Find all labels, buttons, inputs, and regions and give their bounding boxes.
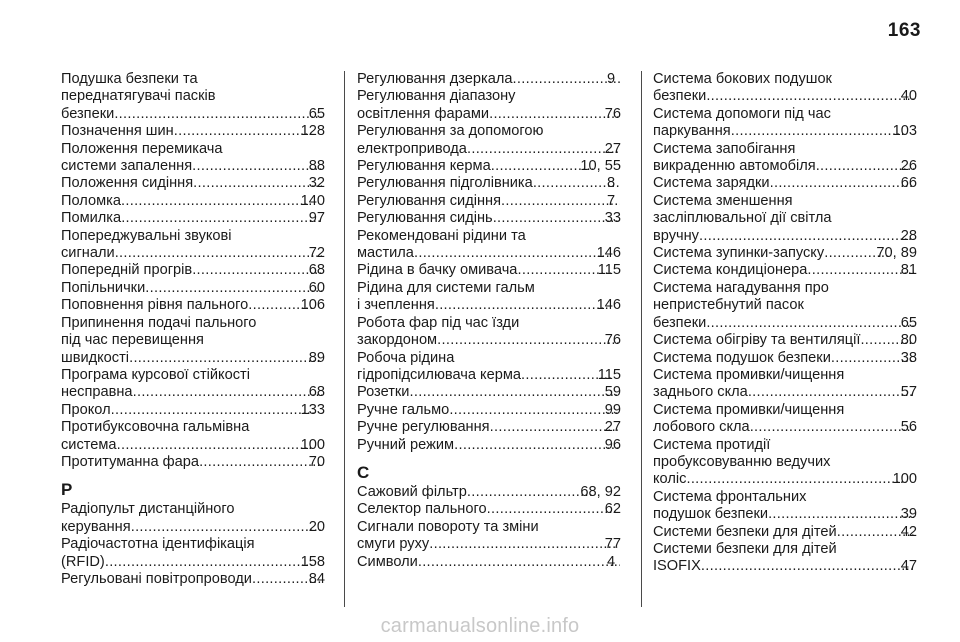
- dot-leader: [419, 554, 620, 571]
- index-entry-text: Система зменшення: [653, 192, 793, 209]
- page-reference: 62: [604, 501, 621, 518]
- index-entry-text: Положення перемикача: [61, 140, 223, 157]
- index-entry-text: Протибуксовочна гальмівна: [61, 419, 250, 436]
- index-entry-term: вручну: [653, 227, 699, 244]
- index-entry-term: лобового скла: [653, 419, 750, 436]
- index-entry: [61, 419, 325, 454]
- dot-leader: [132, 519, 322, 536]
- index-entry: [357, 402, 621, 419]
- dot-leader: [415, 245, 610, 262]
- index-entry-text: Регулювання за допомогою: [357, 123, 544, 140]
- index-entry-term: Регулювання сидінь: [357, 210, 493, 227]
- page-reference: 60: [308, 279, 325, 296]
- dot-leader: [751, 419, 914, 436]
- index-entry: [61, 228, 325, 263]
- page-reference: 27: [604, 419, 621, 436]
- index-entry-term: заднього скла: [653, 384, 748, 401]
- index-entry-term: Положення сидіння: [61, 175, 194, 192]
- page-reference: 70, 89: [876, 245, 917, 262]
- index-entry: [653, 367, 917, 402]
- index-entry-term: закордоном: [357, 332, 438, 349]
- index-entry: [653, 106, 917, 141]
- index-entry: [357, 484, 621, 501]
- index-entry: Регулювання сидіння ..... 7: [357, 193, 621, 210]
- page-reference: 66: [900, 175, 917, 192]
- index-entry: [653, 280, 917, 332]
- dot-leader: [492, 158, 594, 175]
- index-entry-text: Попереджувальні звукові: [61, 227, 232, 244]
- dot-leader: [112, 402, 314, 419]
- page-reference: 70: [308, 453, 325, 470]
- index-entry: [357, 519, 621, 554]
- dot-leader: [455, 437, 618, 454]
- index-entry-term: мастила: [357, 245, 414, 262]
- index-entry: [357, 419, 621, 436]
- page-reference: 81: [900, 262, 917, 279]
- index-entry: [653, 437, 917, 489]
- dot-leader: [491, 419, 618, 436]
- index-entry: [61, 454, 325, 471]
- index-entry: [357, 350, 621, 385]
- page-reference: 76: [604, 332, 621, 349]
- page-reference: 47: [900, 558, 917, 575]
- index-entry-term: Система подушок безпеки: [653, 349, 831, 366]
- index-entry-term: ISOFIX: [653, 558, 701, 575]
- dot-leader: [436, 297, 610, 314]
- index-entry-text: пробуксовуванню ведучих: [653, 453, 831, 470]
- index-entry-term: Селектор пального: [357, 501, 487, 518]
- index-entry-text: Сигнали повороту та зміни: [357, 518, 539, 535]
- index-entry: [61, 571, 325, 588]
- index-entry-text: Система промивки/чищення: [653, 366, 845, 383]
- index-entry-term: Ручне регулювання: [357, 419, 490, 436]
- index-entry-term: гідропідсилювача керма: [357, 366, 521, 383]
- index-entry: [61, 280, 325, 297]
- page-reference: 80: [900, 332, 917, 349]
- index-entry-term: Поповнення рівня пального: [61, 297, 249, 314]
- index-entry-term: безпеки: [653, 314, 707, 331]
- page-reference: 72: [308, 245, 325, 262]
- index-entry: [61, 367, 325, 402]
- dot-leader: [118, 437, 314, 454]
- page-reference: 100: [892, 471, 917, 488]
- index-entry: [653, 489, 917, 524]
- index-entry-term: освітлення фарами: [357, 105, 490, 122]
- dot-leader: [707, 315, 914, 332]
- index-entry-term: Ручне гальмо: [357, 401, 450, 418]
- page-reference: 40: [900, 88, 917, 105]
- page-reference: 128: [300, 123, 325, 140]
- page-reference: 146: [596, 245, 621, 262]
- index-entry: [357, 315, 621, 350]
- page-reference: 77: [604, 536, 621, 553]
- index-entry: [61, 71, 325, 123]
- dot-leader: [488, 501, 618, 518]
- dot-leader: [130, 350, 322, 367]
- index-entry: Регулювання дзеркала ..... 9: [357, 71, 621, 88]
- column-divider: [344, 71, 345, 607]
- page-reference: 96: [604, 436, 621, 453]
- index-entry: [61, 501, 325, 536]
- watermark: carmanualsonline.info: [380, 615, 580, 637]
- dot-leader: [732, 123, 906, 140]
- dot-leader: [490, 106, 618, 123]
- dot-leader: [771, 175, 914, 192]
- dot-leader: [502, 193, 620, 210]
- dot-leader: [817, 158, 914, 175]
- dot-leader: [808, 262, 913, 279]
- index-entry-term: Прокол: [61, 401, 111, 418]
- index-entry-term: Розетки: [357, 384, 410, 401]
- index-entry-term: безпеки: [653, 88, 707, 105]
- dot-leader: [707, 88, 914, 105]
- dot-leader: [494, 210, 618, 227]
- index-entry-text: Радіопульт дистанційного: [61, 501, 235, 518]
- page-reference: 28: [900, 227, 917, 244]
- index-entry: [357, 210, 621, 227]
- page-reference: 32: [308, 175, 325, 192]
- index-entry-text: Робота фар під час їзди: [357, 314, 520, 331]
- index-entry-term: Протитуманна фара: [61, 453, 200, 470]
- page-reference: 158: [300, 553, 325, 570]
- page-reference: 106: [300, 297, 325, 314]
- index-entry: [357, 262, 621, 279]
- index-entry: [61, 141, 325, 176]
- page-reference: 76: [604, 105, 621, 122]
- page-number: 163: [887, 20, 921, 41]
- index-entry: [357, 158, 621, 175]
- dot-leader: [193, 262, 322, 279]
- index-entry-text: Припинення подачі пального: [61, 314, 257, 331]
- index-entry: [653, 141, 917, 176]
- page-reference: 59: [604, 384, 621, 401]
- page-reference: 68, 92: [580, 483, 621, 500]
- dot-leader: [769, 506, 914, 523]
- index-entry: [653, 402, 917, 437]
- index-entry-term: Система зарядки: [653, 175, 770, 192]
- index-entry-term: Система зупинки-запуску: [653, 245, 825, 262]
- page-reference: 39: [900, 506, 917, 523]
- index-entry-term: Регулювання сидіння: [357, 192, 501, 209]
- page-reference: 38: [900, 349, 917, 366]
- index-entry-term: Поломка: [61, 192, 121, 209]
- index-entry-text: Система протидії: [653, 436, 771, 453]
- index-entry-term: Система кондиціонера: [653, 262, 808, 279]
- index-column-3: [653, 71, 917, 576]
- page-reference: 89: [308, 349, 325, 366]
- index-entry: [61, 175, 325, 192]
- index-entry-text: Системи безпеки для дітей: [653, 540, 837, 557]
- index-entry-text: Рекомендовані рідини та: [357, 227, 526, 244]
- index-entry-term: Регулювання підголівника: [357, 175, 533, 192]
- dot-leader: [122, 193, 314, 210]
- index-column-2: [357, 71, 621, 571]
- dot-leader: [115, 106, 322, 123]
- dot-leader: [194, 175, 322, 192]
- dot-leader: [430, 536, 618, 553]
- index-entry-text: Система фронтальних: [653, 488, 807, 505]
- page-reference: 100: [300, 436, 325, 453]
- index-entry: [653, 175, 917, 192]
- index-entry: [357, 228, 621, 263]
- index-entry-term: Ручний режим: [357, 436, 455, 453]
- index-entry-text: Система запобігання: [653, 140, 796, 157]
- index-entry-term: викраденню автомобіля: [653, 158, 816, 175]
- index-entry: [653, 541, 917, 576]
- index-entry-text: непристебнутий пасок: [653, 297, 804, 314]
- index-entry-term: (RFID): [61, 553, 105, 570]
- column-divider: [641, 71, 642, 607]
- page-reference: 20: [308, 518, 325, 535]
- index-entry-term: система: [61, 436, 117, 453]
- dot-leader: [468, 141, 618, 158]
- page-reference: 10, 55: [580, 158, 621, 175]
- index-entry-text: переднатягувачі пасків: [61, 88, 216, 105]
- index-entry-text: Подушка безпеки та: [61, 71, 198, 87]
- dot-leader: [200, 454, 322, 471]
- index-entry-term: паркування: [653, 123, 731, 140]
- page-reference: 27: [604, 140, 621, 157]
- index-entry-term: електропривода: [357, 140, 467, 157]
- dot-leader: [687, 471, 905, 488]
- index-entry-term: Позначення шин: [61, 123, 174, 140]
- section-letter: С: [357, 462, 370, 482]
- page-reference: 133: [300, 401, 325, 418]
- index-entry-term: подушок безпеки: [653, 506, 769, 523]
- index-entry-term: Рідина в бачку омивача: [357, 262, 518, 279]
- page-reference: 56: [900, 419, 917, 436]
- page-reference: 33: [604, 210, 621, 227]
- dot-leader: [450, 402, 618, 419]
- dot-leader: [518, 262, 610, 279]
- section-letter: Р: [61, 480, 73, 500]
- index-entry-text: Система нагадування про: [653, 279, 829, 296]
- index-entry: [357, 384, 621, 401]
- index-entry: [357, 437, 621, 454]
- index-entry: [653, 262, 917, 279]
- page-reference: 88: [308, 158, 325, 175]
- index-entry-text: засліплювальної дії світла: [653, 210, 832, 227]
- index-entry-term: системи запалення: [61, 158, 193, 175]
- dot-leader: [702, 558, 914, 575]
- page-reference: 97: [308, 210, 325, 227]
- page-reference: 65: [900, 314, 917, 331]
- index-entry: [357, 501, 621, 518]
- page-reference: 57: [900, 384, 917, 401]
- index-entry-term: Попільнички: [61, 279, 146, 296]
- page-reference: 84: [308, 570, 325, 587]
- index-entry: [61, 297, 325, 314]
- index-entry-text: Робоча рідина: [357, 349, 455, 366]
- index-entry: [61, 402, 325, 419]
- index-entry: Регулювання підголівника ..... 8: [357, 175, 621, 192]
- index-entry-text: Система допомоги під час: [653, 105, 831, 122]
- index-entry-text: Програма курсової стійкості: [61, 366, 250, 383]
- index-entry-term: Регульовані повітропроводи: [61, 570, 252, 587]
- index-entry: [653, 524, 917, 541]
- index-entry-term: Помилка: [61, 210, 122, 227]
- index-entry-term: Сажовий фільтр: [357, 483, 467, 500]
- index-entry-term: Регулювання керма: [357, 158, 491, 175]
- page-reference: 68: [308, 384, 325, 401]
- dot-leader: [193, 158, 322, 175]
- page-reference: 99: [604, 401, 621, 418]
- index-entry-term: керування: [61, 518, 131, 535]
- index-entry-term: Регулювання дзеркала: [357, 71, 513, 87]
- index-entry-term: і зчеплення: [357, 297, 435, 314]
- dot-leader: [438, 332, 618, 349]
- dot-leader: [106, 554, 314, 571]
- page-reference: 65: [308, 105, 325, 122]
- index-entry-text: Регулювання діапазону: [357, 88, 516, 105]
- index-entry: [653, 332, 917, 349]
- dot-leader: [749, 384, 914, 401]
- index-entry: [61, 123, 325, 140]
- dot-leader: [116, 245, 322, 262]
- index-entry-term: несправна: [61, 384, 133, 401]
- page-reference: 26: [900, 158, 917, 175]
- dot-leader: [134, 384, 322, 401]
- page-reference: 68: [308, 262, 325, 279]
- page-reference: 115: [597, 262, 621, 279]
- index-entry: [357, 88, 621, 123]
- dot-leader: [122, 210, 322, 227]
- index-entry-text: Радіочастотна ідентифікація: [61, 536, 255, 553]
- dot-leader: [700, 228, 914, 245]
- index-entry-text: Система бокових подушок: [653, 71, 832, 87]
- index-entry: [61, 315, 325, 367]
- index-entry-text: Рідина для системи гальм: [357, 279, 535, 296]
- dot-leader: [513, 71, 620, 88]
- dot-leader: [146, 280, 322, 297]
- index-entry-term: швидкості: [61, 349, 130, 366]
- page-reference: 42: [900, 523, 917, 540]
- index-entry: [357, 280, 621, 315]
- index-entry: [653, 350, 917, 367]
- index-entry: [61, 210, 325, 227]
- dot-leader: [410, 384, 617, 401]
- index-entry-term: смуги руху: [357, 536, 430, 553]
- index-entry: Символи ..... 4: [357, 554, 621, 571]
- index-entry-text: під час перевищення: [61, 332, 204, 349]
- index-entry-term: сигнали: [61, 245, 115, 262]
- index-column-1: [61, 71, 325, 588]
- page-reference: 140: [300, 192, 325, 209]
- index-entry: [653, 245, 917, 262]
- index-entry-term: коліс: [653, 471, 687, 488]
- index-entry-term: Система обігріву та вентиляції: [653, 332, 861, 349]
- index-entry: [61, 193, 325, 210]
- index-entry-term: Символи: [357, 553, 418, 570]
- page-reference: 115: [597, 366, 621, 383]
- dot-leader: [175, 123, 314, 140]
- index-entry-term: Попередній прогрів: [61, 262, 193, 279]
- index-entry: [357, 123, 621, 158]
- index-entry: [61, 536, 325, 571]
- index-entry-term: безпеки: [61, 105, 115, 122]
- index-entry: [653, 193, 917, 245]
- page-reference: 103: [892, 123, 917, 140]
- page-reference: 146: [596, 297, 621, 314]
- dot-leader: [468, 484, 594, 501]
- index-entry: [61, 262, 325, 279]
- index-entry-term: Системи безпеки для дітей: [653, 523, 837, 540]
- index-entry: [653, 71, 917, 106]
- index-entry-text: Система промивки/чищення: [653, 401, 845, 418]
